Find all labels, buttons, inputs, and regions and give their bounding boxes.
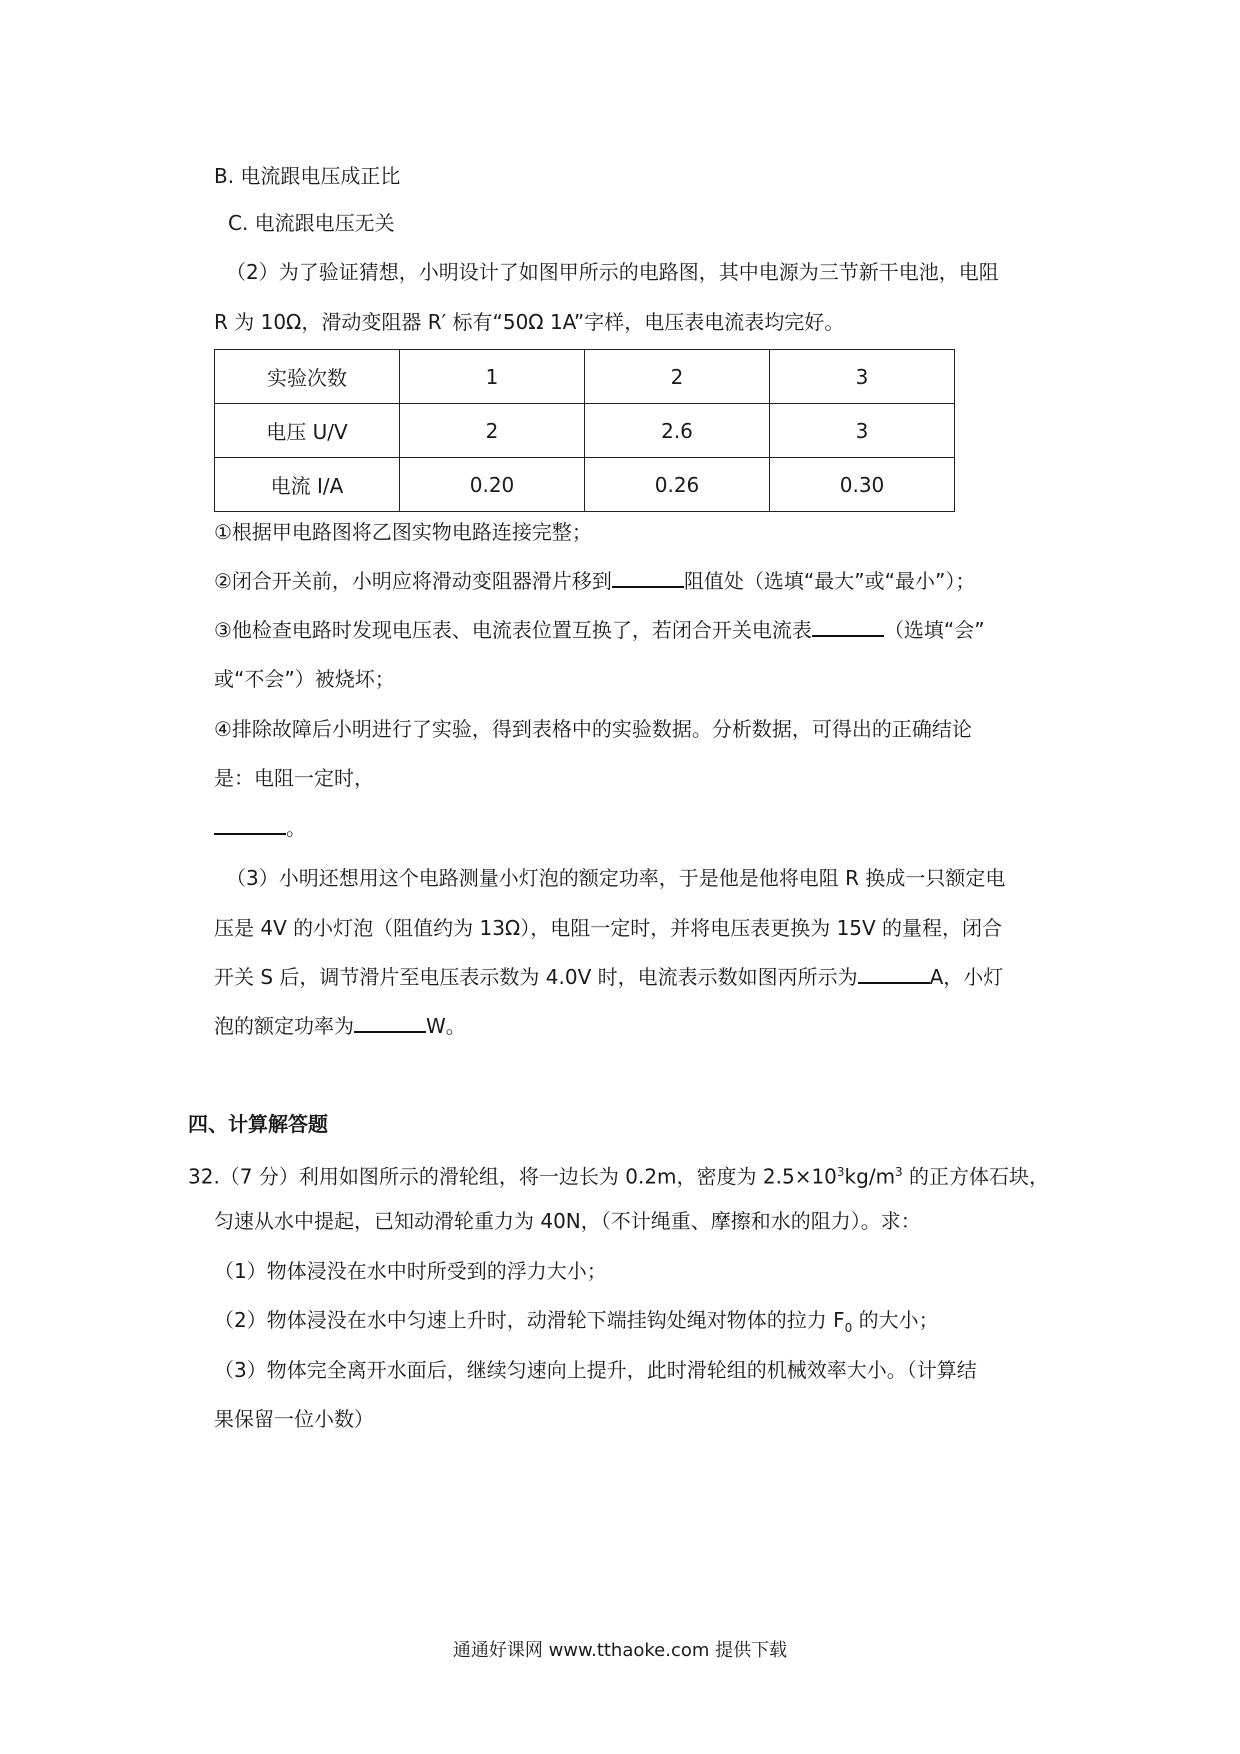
q2-item4-line2: 是：电阻一定时， [214,766,374,790]
option-c: C. 电流跟电压无关 [228,211,395,235]
q2-item4-line3 [214,815,306,841]
q2-item4-line1: ④排除故障后小明进行了实验，得到表格中的实验数据。分析数据，可得出的正确结论 [214,717,972,741]
q32-sub1: （1）物体浸没在水中时所受到的浮力大小； [214,1259,607,1283]
q2-item3-post: （选填“会” [883,618,985,642]
q2-item3 [214,617,985,643]
q3-line2: 压是 4V 的小灯泡（阻值约为 13Ω），电阻一定时，并将电压表更换为 15V 的量程，闭合 [214,916,1003,940]
table-cell: 3 [770,404,955,458]
q32-sub2-pre: （2）物体浸没在水中匀速上升时，动滑轮下端挂钩处绳对物体的拉力 F [214,1308,845,1332]
q3-line4-pre: 泡的额定功率为 [214,1014,354,1038]
table-cell: 2.6 [585,404,770,458]
q3-line3-pre: 开关 S 后，调节滑片至电压表示数为 4.0V 时，电流表示数如图丙所示为 [214,965,858,989]
table-cell: 电压 U/V [215,404,400,458]
q2-item1: ①根据甲电路图将乙图实物电路连接完整； [214,520,592,544]
table-cell: 电流 I/A [215,458,400,512]
q2-item4-end: 。 [286,816,306,840]
option-b: B. 电流跟电压成正比 [214,164,401,188]
q32-exponent: 3 [836,1165,845,1179]
footer-credit: 通通好课网 www.tthaoke.com 提供下载 [452,1640,788,1661]
q3-line4 [214,1013,466,1039]
q3-line1: （3）小明还想用这个电路测量小灯泡的额定功率，于是他是他将电阻 R 换成一只额定电 [226,866,1006,890]
table-cell: 0.26 [585,458,770,512]
q2-intro-line1: （2）为了验证猜想，小明设计了如图甲所示的电路图，其中电源为三节新干电池，电阻 [226,260,999,284]
q3-line3 [214,964,1003,990]
section-title: 四、计算解答题 [188,1112,328,1136]
experiment-table [214,349,955,512]
table-row [215,350,955,404]
table-cell: 0.30 [770,458,955,512]
q32-line1-c: 的正方体石块， [902,1164,1050,1189]
answer-blank[interactable] [858,964,930,984]
answer-blank[interactable] [354,1013,426,1033]
q32-exponent: 3 [895,1165,903,1179]
table-cell: 1 [400,350,585,404]
q32-sub2-post: 的大小； [852,1308,939,1332]
table-row [215,458,955,512]
q2-item2-post: 阻值处（选填“最大”或“最小”）； [683,569,976,593]
q32-subscript: 0 [844,1321,853,1335]
table-cell: 实验次数 [215,350,400,404]
q3-line4-post: W。 [426,1014,466,1038]
q2-intro-line2: R 为 10Ω，滑动变阻器 R′ 标有“50Ω 1A”字样，电压表电流表均完好。 [214,310,845,334]
table-cell: 2 [585,350,770,404]
q2-item2 [214,568,975,594]
q3-line3-post: A，小灯 [929,965,1004,989]
table-cell: 2 [400,404,585,458]
q32-line2: 匀速从水中提起，已知动滑轮重力为 40N，（不计绳重、摩擦和水的阻力）。求： [214,1209,921,1233]
answer-blank[interactable] [812,617,884,637]
q32-sub3-line2: 果保留一位小数） [214,1407,374,1431]
table-cell: 0.20 [400,458,585,512]
q32-line1-a: 32.（7 分）利用如图所示的滑轮组，将一边长为 0.2m，密度为 2.5×10 [188,1164,837,1189]
q2-item3-pre: ③他检查电路时发现电压表、电流表位置互换了，若闭合开关电流表 [214,618,812,642]
q32-line1 [188,1159,1049,1190]
answer-blank[interactable] [612,568,684,588]
q32-sub2 [214,1307,939,1341]
answer-blank[interactable] [214,815,286,835]
q32-line1-b: kg/m [844,1164,896,1189]
q2-item2-pre: ②闭合开关前，小明应将滑动变阻器滑片移到 [214,569,612,593]
table-row [215,404,955,458]
q2-item3-line2: 或“不会”）被烧坏； [214,667,395,691]
q32-sub3-line1: （3）物体完全离开水面后，继续匀速向上提升，此时滑轮组的机械效率大小。（计算结 [214,1358,977,1382]
table-cell: 3 [770,350,955,404]
